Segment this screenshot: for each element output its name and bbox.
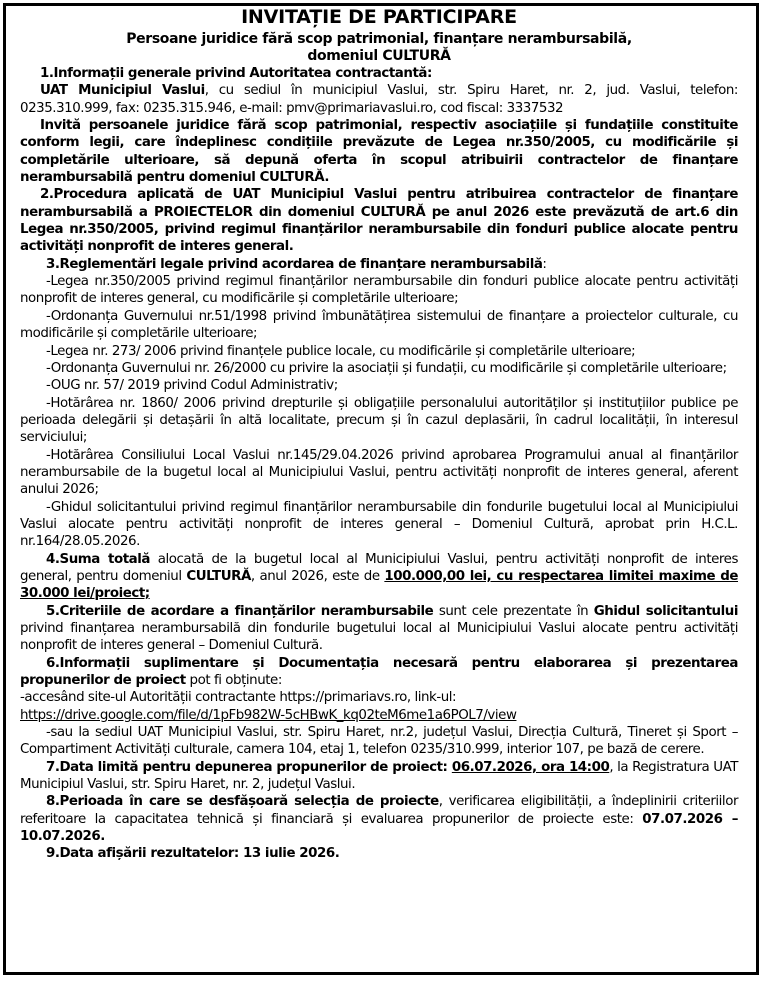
section-1-invitation: Invită persoanele juridice fără scop patrimonial, respectiv asociațiile și fundațiile constituite conform legii, care îndeplinesc condițiile prevăzute de Legea nr.350/2005, cu modificările și completările ulterioare, să depună oferta în scopul atribuirii contractelor de finanțare nerambursabilă pentru domeniul CULTURĂ. — [20, 118, 738, 186]
section-2-procedure: 2.Procedura aplicată de UAT Municipiul Vaslui pentru atribuirea contractelor de finanțare nerambursabilă a PROIECTELOR din domeniul CULTURĂ pe anul 2026 este prevăzută de art.6 din Legea nr.350/2005, privind regimul finanțărilor nerambursabile din fonduri publice alocate pentru activități nonprofit de interes general. — [20, 187, 738, 255]
section-3-item: -Ghidul solicitantului privind regimul finanțărilor nerambursabile din fondurile bugetului local al Municipiului Vaslui alocate pentru activități nonprofit de interes general – Domeniul Cultură, aprobat prin H.C.L. nr.164/28.05.2026. — [20, 499, 738, 550]
subtitle-line-2: domeniul CULTURĂ — [307, 48, 451, 64]
section-7-deadline: 7.Data limită pentru depunerea propunerilor de proiect: 06.07.2026, ora 14:00, la Registratura UAT Municipiul Vaslui, str. Spiru Haret, nr. 2, județul Vaslui. — [20, 759, 739, 793]
documentation-link[interactable]: https://drive.google.com/file/d/1pFb982W-5cHBwK_kq02teM6me1a6POL7/view — [20, 707, 517, 723]
section-9-results-date: 9.Data afișării rezultatelor: 13 iulie 2026. — [46, 846, 340, 862]
section-6-site: -accesând site-ul Autorității contractante https://primariavs.ro, link-ul: — [20, 690, 457, 706]
section-1-authority: UAT Municipiul Vaslui, cu sediul în municipiul Vaslui, str. Spiru Haret, nr. 2, jud. Vaslui, telefon: 0235.310.999, fax: 0235.315.946, e-mail: pmv@primariavaslui.ro, cod fiscal: 3337532 — [20, 83, 738, 116]
section-3-item: -Hotărârea Consiliului Local Vaslui nr.145/29.04.2026 privind aprobarea Programului anual al finanțărilor nerambursabile de la bugetul local al Municipiului Vaslui, pentru activități nonprofit de interes general, aferent anului 2026; — [20, 447, 738, 498]
section-1-heading: 1.Informații generale privind Autoritatea contractantă: — [40, 66, 432, 81]
section-5-criteria: 5.Criteriile de acordare a finanțărilor nerambursabile sunt cele prezentate în Ghidul solicitantului privind finanțarea nerambursabilă din fondurile bugetului local al Municipiului Vaslui alocate pentru activități nonprofit de interes general – Domeniul Cultură. — [20, 603, 738, 654]
section-8-selection-period: 8.Perioada în care se desfășoară selecția de proiecte, verificarea eligibilității, a îndeplinirii criteriilor referitoare la capacitatea tehnică și financiară și evaluarea propunerilor de proiecte este: 07.07.2026 – 10.07.2026. — [20, 794, 738, 845]
section-3-item: -Hotărârea nr. 1860/ 2006 privind drepturile și obligațiile personalului autorităților și instituțiilor publice pe perioada delegării și detașării în altă localitate, precum și în cazul deplasării, în cadrul localității, în interesul serviciului; — [20, 395, 738, 446]
section-6-office: -sau la sediul UAT Municipiul Vaslui, str. Spiru Haret, nr.2, județul Vaslui, Direcția Cultură, Tineret și Sport – Compartiment Activități culturale, camera 104, etaj 1, telefon 0235/310.999, interior 107, pe bază de cerere. — [20, 725, 738, 758]
section-3-item: -Ordonanța Guvernului nr.51/1998 privind îmbunătățirea sistemului de finanțare a proiectelor culturale, cu modificările și completările ulterioare; — [20, 308, 738, 342]
section-3-item: -Legea nr. 273/ 2006 privind finanțele publice locale, cu modificările și completările ulterioare; — [46, 343, 636, 359]
section-3-item: -Ordonanța Guvernului nr. 26/2000 cu privire la asociații și fundații, cu modificările și completările ulterioare; — [46, 360, 727, 376]
section-4-total-amount: 4.Suma totală alocată de la bugetul local al Municipiului Vaslui, pentru activități nonprofit de interes general, pentru domeniul CULTURĂ, anul 2026, este de 100.000,00 lei, cu respectarea limitei maxime de 30.000 lei/proiect; — [20, 551, 739, 602]
section-3-heading: 3.Reglementări legale privind acordarea de finanțare nerambursabilă: — [46, 256, 547, 272]
section-3-item: -OUG nr. 57/ 2019 privind Codul Administrativ; — [46, 378, 338, 394]
page-title: INVITAȚIE DE PARTICIPARE — [241, 6, 517, 28]
document-body — [20, 6, 738, 863]
section-3-item: -Legea nr.350/2005 privind regimul finanțărilor nerambursabile din fonduri publice alocate pentru activități nonprofit de interes general, cu modificările și completările ulterioare; — [20, 274, 738, 307]
subtitle-line-1: Persoane juridice fără scop patrimonial, finanțare nerambursabilă, — [126, 31, 632, 47]
section-6-information: 6.Informații suplimentare și Documentația necesară pentru elaborarea și prezentarea propunerilor de proiect pot fi obținute: — [20, 655, 738, 689]
